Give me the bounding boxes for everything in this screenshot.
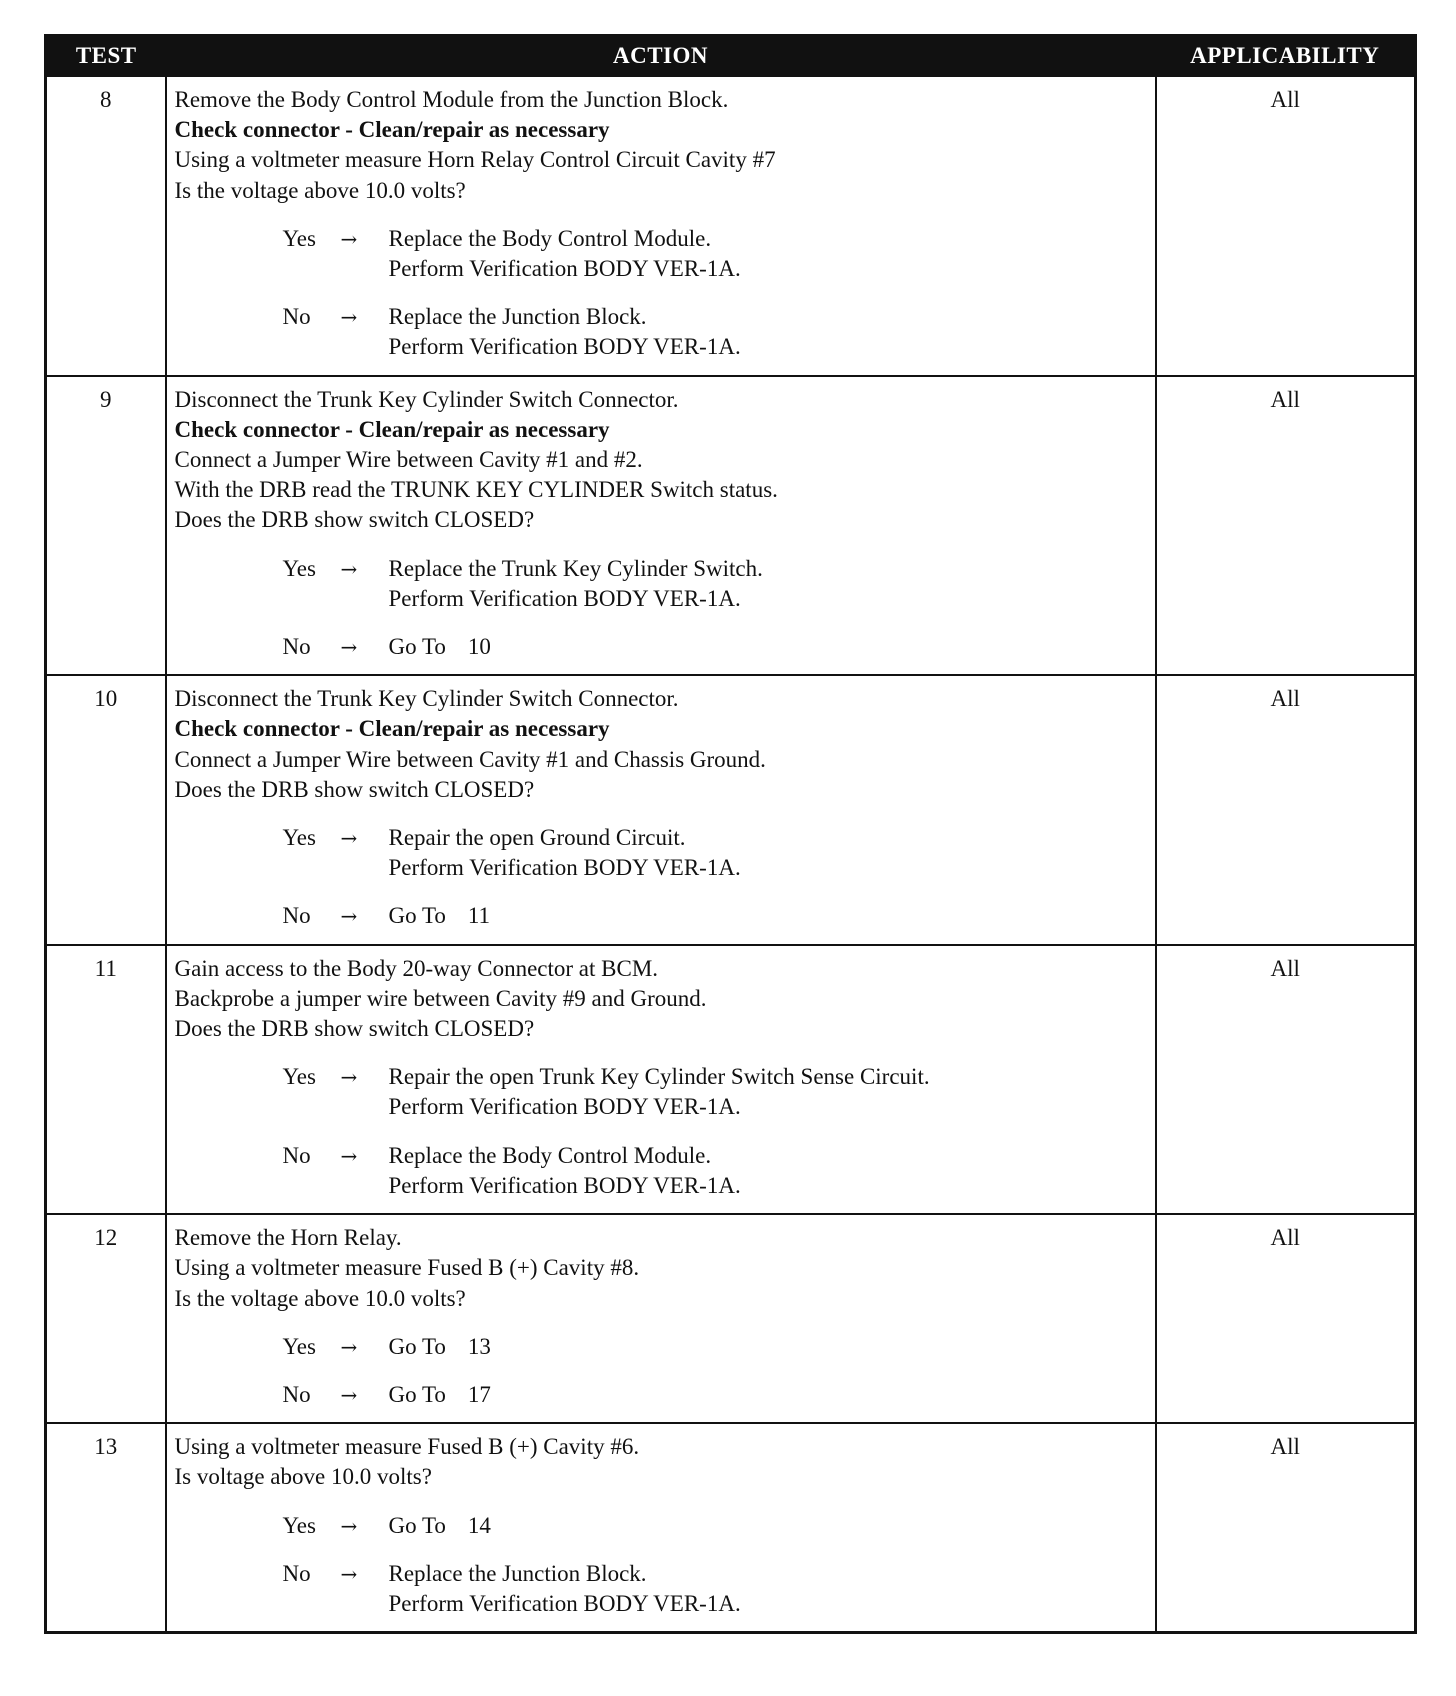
arrow-right-icon: → xyxy=(340,826,358,851)
outcome-result xyxy=(389,823,741,883)
outcome-no xyxy=(283,901,1147,931)
outcome-result-line: Replace the Trunk Key Cylinder Switch. xyxy=(388,555,763,581)
outcome-label: No xyxy=(282,1142,311,1168)
arrow-right-icon: → xyxy=(340,305,358,330)
applicability-value: All xyxy=(1156,1423,1416,1633)
check-connector-note: Check connector - Clean/repair as necessary xyxy=(174,416,610,442)
goto-test-number: 11 xyxy=(467,903,491,929)
table-row xyxy=(46,945,1416,1214)
outcome-result-line: Repair the open Ground Circuit. xyxy=(388,825,686,851)
action-step: Using a voltmeter measure Fused B (+) Cavity #8. xyxy=(174,1255,640,1281)
test-number: 10 xyxy=(46,675,166,944)
goto-label: Go To xyxy=(388,1333,446,1359)
check-connector-note: Check connector - Clean/repair as necessary xyxy=(174,117,610,143)
header-row xyxy=(46,36,1416,77)
goto-reference xyxy=(389,1511,491,1541)
outcome-result xyxy=(389,1559,741,1619)
test-number: 11 xyxy=(46,945,166,1214)
arrow-right-icon: → xyxy=(340,1334,358,1359)
action-step: Using a voltmeter measure Fused B (+) Cavity #6. xyxy=(174,1434,640,1460)
outcome-result xyxy=(389,554,763,614)
goto-test-number: 14 xyxy=(467,1512,491,1538)
arrow-right-icon: → xyxy=(340,1065,358,1090)
action-step: Disconnect the Trunk Key Cylinder Switch Connector. xyxy=(174,686,679,712)
test-number: 12 xyxy=(46,1214,166,1423)
arrow-right-icon: → xyxy=(340,1561,358,1586)
outcome-yes xyxy=(283,224,1147,284)
applicability-value: All xyxy=(1156,945,1416,1214)
outcome-yes xyxy=(283,554,1147,614)
arrow-right-icon: → xyxy=(340,1513,358,1538)
table-row xyxy=(46,1423,1416,1633)
outcome-result-line: Perform Verification BODY VER-1A. xyxy=(388,334,741,360)
outcome-result-line: Perform Verification BODY VER-1A. xyxy=(388,1094,741,1120)
action-step: Does the DRB show switch CLOSED? xyxy=(174,507,535,533)
outcome-label: No xyxy=(282,1381,311,1407)
diagnostic-test-table xyxy=(44,34,1417,1634)
outcome-no xyxy=(283,1141,1147,1201)
action-step: Disconnect the Trunk Key Cylinder Switch Connector. xyxy=(174,386,679,412)
outcome-result-line: Repair the open Trunk Key Cylinder Switch Sense Circuit. xyxy=(388,1064,930,1090)
goto-reference xyxy=(389,1332,491,1362)
outcome-result xyxy=(389,632,491,662)
action-step: Is the voltage above 10.0 volts? xyxy=(174,1285,466,1311)
table-row xyxy=(46,376,1416,676)
action-cell xyxy=(166,1214,1156,1423)
goto-label: Go To xyxy=(388,1512,446,1538)
outcome-yes xyxy=(283,1511,1147,1541)
table-row xyxy=(46,675,1416,944)
outcome-label: Yes xyxy=(282,1512,316,1538)
action-step: Remove the Body Control Module from the Junction Block. xyxy=(174,87,729,112)
action-step: Backprobe a jumper wire between Cavity #9 and Ground. xyxy=(174,985,707,1011)
test-number: 13 xyxy=(46,1423,166,1633)
action-step: Connect a Jumper Wire between Cavity #1 and Chassis Ground. xyxy=(174,746,766,772)
goto-reference xyxy=(389,632,491,662)
outcome-result xyxy=(389,1380,491,1410)
header-applicability: APPLICABILITY xyxy=(1156,36,1416,77)
table-row xyxy=(46,76,1416,376)
outcome-yes xyxy=(283,823,1147,883)
outcome-result xyxy=(389,1511,491,1541)
test-number: 9 xyxy=(46,376,166,676)
outcome-result xyxy=(389,1141,741,1201)
outcome-result-line: Replace the Body Control Module. xyxy=(388,225,712,251)
outcome-label: Yes xyxy=(282,1064,316,1090)
action-cell xyxy=(166,1423,1156,1633)
action-step: Is voltage above 10.0 volts? xyxy=(174,1464,432,1490)
goto-test-number: 17 xyxy=(467,1381,491,1407)
outcome-no xyxy=(283,632,1147,662)
action-step: Is the voltage above 10.0 volts? xyxy=(174,177,466,203)
outcome-result-line: Perform Verification BODY VER-1A. xyxy=(388,585,741,611)
outcome-result-line: Perform Verification BODY VER-1A. xyxy=(388,855,741,881)
goto-reference xyxy=(389,901,491,931)
header-action: ACTION xyxy=(166,36,1156,77)
goto-label: Go To xyxy=(388,1381,446,1407)
outcome-result xyxy=(389,901,491,931)
outcome-result-line: Replace the Body Control Module. xyxy=(388,1142,712,1168)
arrow-right-icon: → xyxy=(340,556,358,581)
outcome-yes xyxy=(283,1062,1147,1122)
outcome-result-line: Perform Verification BODY VER-1A. xyxy=(388,256,741,282)
outcome-label: No xyxy=(282,903,311,929)
outcome-yes xyxy=(283,1332,1147,1362)
outcome-result-line: Replace the Junction Block. xyxy=(388,1560,647,1586)
arrow-right-icon: → xyxy=(340,1382,358,1407)
outcome-no xyxy=(283,302,1147,362)
outcome-label: No xyxy=(282,304,311,330)
goto-reference xyxy=(389,1380,491,1410)
goto-test-number: 10 xyxy=(467,634,491,660)
applicability-value: All xyxy=(1156,376,1416,676)
applicability-value: All xyxy=(1156,76,1416,376)
outcome-label: Yes xyxy=(282,225,316,251)
applicability-value: All xyxy=(1156,675,1416,944)
outcome-result-line: Perform Verification BODY VER-1A. xyxy=(388,1590,741,1616)
action-step: Gain access to the Body 20-way Connector at BCM. xyxy=(174,955,659,981)
outcome-no xyxy=(283,1559,1147,1619)
action-step: Does the DRB show switch CLOSED? xyxy=(174,1016,535,1042)
action-cell xyxy=(166,76,1156,376)
action-cell xyxy=(166,376,1156,676)
outcome-label: Yes xyxy=(282,825,316,851)
outcome-label: No xyxy=(282,1560,311,1586)
arrow-right-icon: → xyxy=(340,226,358,251)
table-row xyxy=(46,1214,1416,1423)
arrow-right-icon: → xyxy=(340,904,358,929)
outcome-result xyxy=(389,302,741,362)
outcome-result xyxy=(389,224,741,284)
check-connector-note: Check connector - Clean/repair as necessary xyxy=(174,716,610,742)
outcome-label: No xyxy=(282,634,311,660)
arrow-right-icon: → xyxy=(340,1143,358,1168)
outcome-label: Yes xyxy=(282,1333,316,1359)
action-step: Connect a Jumper Wire between Cavity #1 and #2. xyxy=(174,447,643,473)
header-test: TEST xyxy=(46,36,166,77)
goto-test-number: 13 xyxy=(467,1333,491,1359)
outcome-result xyxy=(389,1332,491,1362)
action-step: With the DRB read the TRUNK KEY CYLINDER Switch status. xyxy=(174,477,778,503)
outcome-result xyxy=(389,1062,930,1122)
action-step: Remove the Horn Relay. xyxy=(174,1225,402,1251)
action-step: Using a voltmeter measure Horn Relay Control Circuit Cavity #7 xyxy=(174,147,776,173)
outcome-result-line: Perform Verification BODY VER-1A. xyxy=(388,1172,741,1198)
outcome-result-line: Replace the Junction Block. xyxy=(388,304,647,330)
arrow-right-icon: → xyxy=(340,635,358,660)
applicability-value: All xyxy=(1156,1214,1416,1423)
action-cell xyxy=(166,945,1156,1214)
goto-label: Go To xyxy=(388,634,446,660)
action-cell xyxy=(166,675,1156,944)
table-header xyxy=(46,36,1416,77)
test-number: 8 xyxy=(46,76,166,376)
goto-label: Go To xyxy=(388,903,446,929)
outcome-no xyxy=(283,1380,1147,1410)
table-body xyxy=(46,76,1416,1633)
outcome-label: Yes xyxy=(282,555,316,581)
action-step: Does the DRB show switch CLOSED? xyxy=(174,776,535,802)
